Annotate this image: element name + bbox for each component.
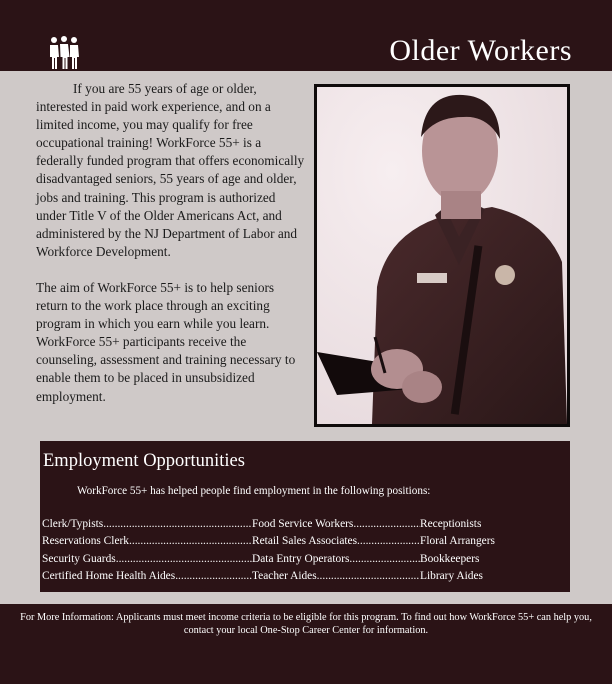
employment-title: Employment Opportunities [43, 451, 245, 471]
header-bar [0, 0, 612, 71]
photo-frame [314, 84, 570, 427]
intro-text [36, 80, 306, 424]
job-item: Data Entry Operators [252, 552, 350, 565]
job-item: Teacher Aides [252, 569, 317, 582]
job-item: Bookkeepers [420, 552, 480, 565]
jobs-row [42, 516, 568, 533]
people-silhouette-icon [48, 36, 80, 70]
job-item: Food Service Workers [252, 518, 354, 530]
job-item: Retail Sales Associates [252, 535, 358, 548]
jobs-row [42, 551, 568, 568]
jobs-row [42, 533, 568, 550]
job-item: Floral Arrangers [420, 535, 495, 548]
job-item: Security Guards [42, 552, 116, 565]
intro-paragraph-1: If you are 55 years of age or older, interested in paid work experience, and on a limited income, you may qualify for free occupational training! WorkForce 55+ is a federally funded program that offers economically disadvantaged seniors, 55 years of age and older, jobs and training. This program is authorized under Title V of the Older Americans Act, and administered by the NJ Department of Labor and Workforce Development. [36, 81, 305, 259]
main-content [0, 71, 612, 604]
uniformed-worker-photo [317, 87, 567, 424]
job-item: Clerk/Typists [42, 518, 104, 530]
employment-opportunities-box [40, 441, 570, 592]
page-title: Older Workers [389, 34, 572, 67]
jobs-table [42, 516, 568, 585]
job-item: Receptionists [420, 518, 482, 530]
employment-intro: WorkForce 55+ has helped people find employment in the following positions: [77, 485, 431, 497]
footer-bar [0, 604, 612, 684]
job-item: Library Aides [420, 569, 483, 582]
intro-paragraph-2: The aim of WorkForce 55+ is to help seniors return to the work place through an exciting program in which you earn while you learn. WorkForce 55+ participants receive the counseling, assessment and training necessary to enable them to be placed in unsubsidized employment. [36, 279, 296, 404]
job-item: Reservations Clerk [42, 535, 129, 548]
jobs-row [42, 568, 568, 585]
footer-text: For More Information: Applicants must meet income criteria to be eligible for this program. To find out how WorkForce 55+ can help you, contact your local One-Stop Career Center for information. [20, 612, 592, 637]
job-item: Certified Home Health Aides [42, 569, 176, 582]
